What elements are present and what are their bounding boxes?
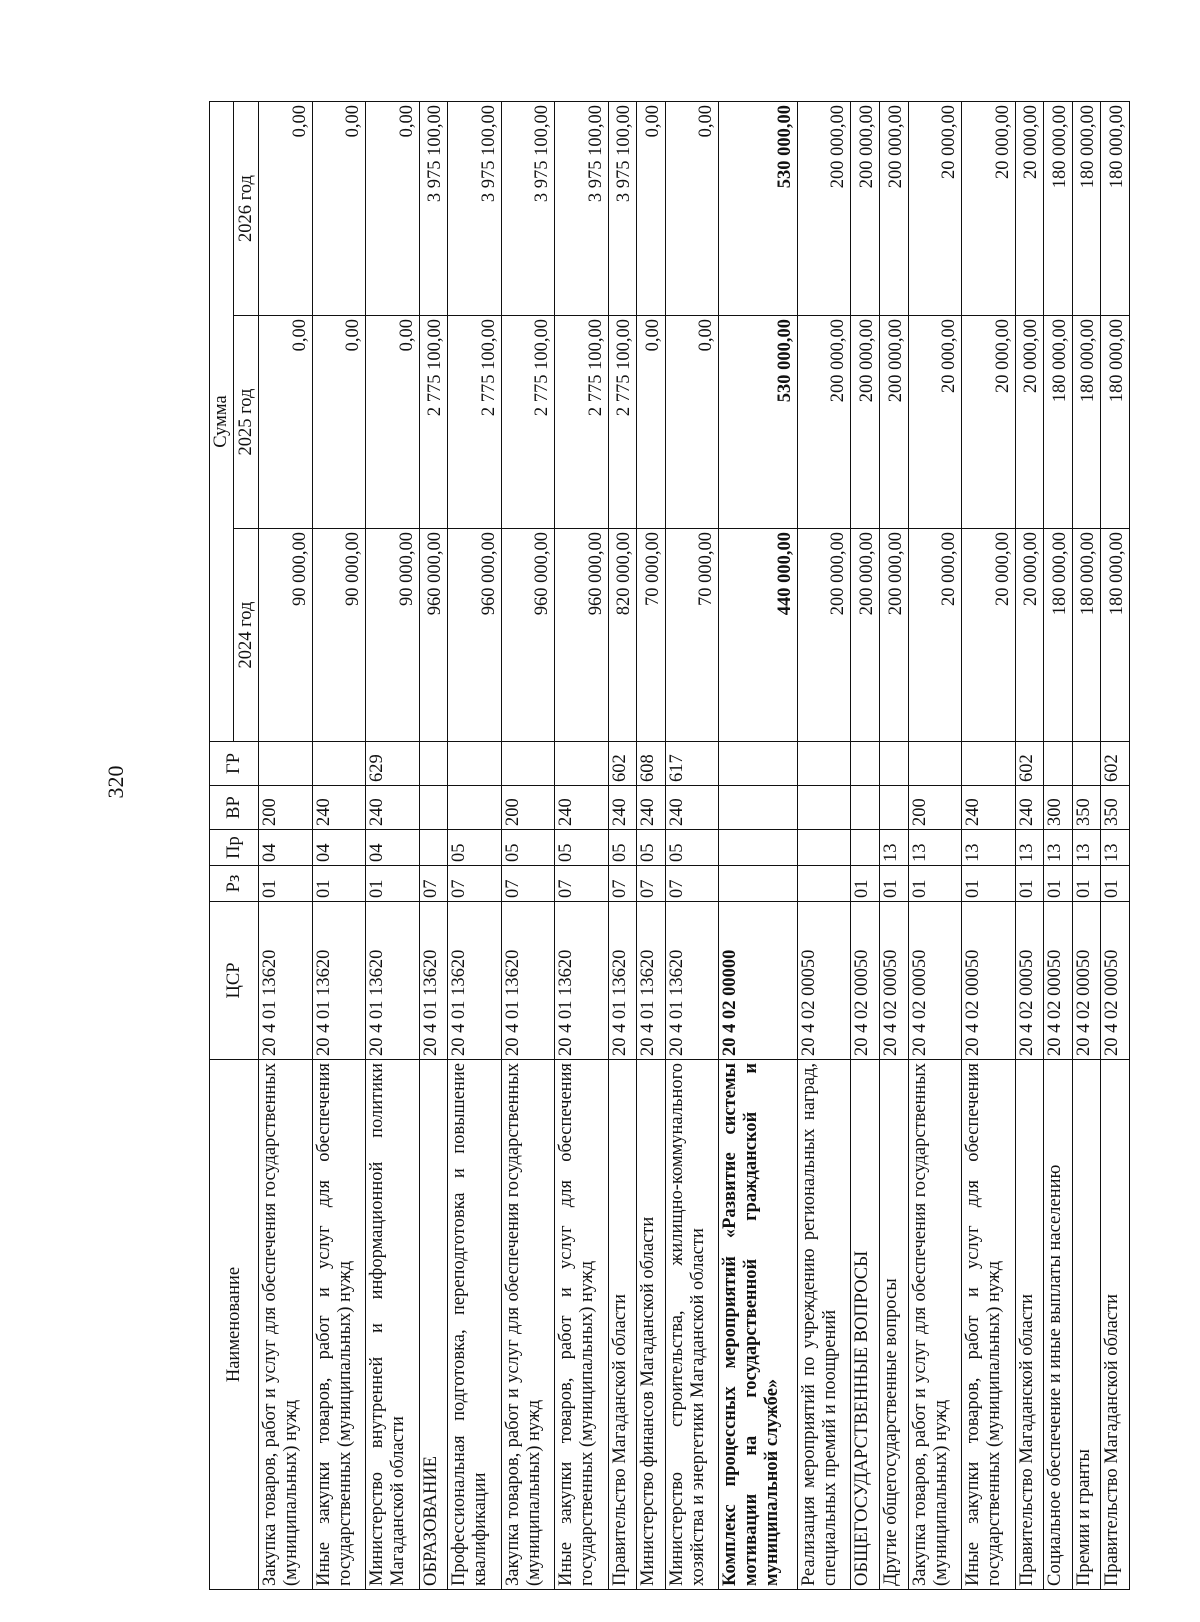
gr-cell [448,742,502,786]
name-cell: Профессиональная подготовка, переподготовка и повышение квалификации [448,1060,502,1590]
name-cell: ОБЩЕГОСУДАРСТВЕННЫЕ ВОПРОСЫ [851,1060,880,1590]
amount-2025-cell: 20 000,00 [962,316,1016,529]
header-name: Наименование [210,1060,259,1590]
amount-2025-cell: 20 000,00 [1015,316,1044,529]
amount-2025-cell: 530 000,00 [719,316,798,529]
name-cell: Правительство Магаданской области [608,1060,637,1590]
rz-cell: 01 [366,866,420,902]
csr-cell: 20 4 01 13620 [665,902,719,1060]
table-row [366,102,420,1590]
amount-2024-cell: 70 000,00 [665,529,719,742]
gr-cell [1072,742,1101,786]
name-cell: Закупка товаров, работ и услуг для обеспечения государственных (муниципальных) нужд [908,1060,962,1590]
pr-cell [719,830,798,866]
name-cell: Реализация мероприятий по учреждению региональных наград, специальных премий и поощрений [797,1060,851,1590]
amount-2025-cell: 0,00 [366,316,420,529]
rz-cell: 07 [419,866,448,902]
header-year-2026: 2026 год [234,102,259,316]
amount-2026-cell: 3 975 100,00 [419,102,448,316]
header-vr: ВР [210,786,259,830]
rz-cell: 07 [555,866,609,902]
amount-2025-cell: 2 775 100,00 [448,316,502,529]
table-row [448,102,502,1590]
pr-cell: 13 [1044,830,1073,866]
csr-cell: 20 4 02 00050 [1044,902,1073,1060]
amount-2025-cell: 0,00 [312,316,366,529]
amount-2026-cell: 200 000,00 [851,102,880,316]
gr-cell: 602 [608,742,637,786]
csr-cell: 20 4 02 00050 [879,902,908,1060]
amount-2025-cell: 180 000,00 [1072,316,1101,529]
amount-2024-cell: 960 000,00 [448,529,502,742]
amount-2024-cell: 200 000,00 [797,529,851,742]
table-row [259,102,313,1590]
gr-cell: 629 [366,742,420,786]
gr-cell [312,742,366,786]
name-cell: Иные закупки товаров, работ и услуг для обеспечения государственных (муниципальных) нужд [962,1060,1016,1590]
csr-cell: 20 4 02 00050 [962,902,1016,1060]
csr-cell: 20 4 01 13620 [637,902,666,1060]
gr-cell [1044,742,1073,786]
amount-2024-cell: 960 000,00 [419,529,448,742]
amount-2024-cell: 200 000,00 [879,529,908,742]
table-row [637,102,666,1590]
amount-2026-cell: 3 975 100,00 [608,102,637,316]
name-cell: Иные закупки товаров, работ и услуг для обеспечения государственных (муниципальных) нужд [555,1060,609,1590]
page-number: 320 [103,765,128,799]
amount-2025-cell: 2 775 100,00 [608,316,637,529]
rz-cell [719,866,798,902]
rz-cell: 01 [962,866,1016,902]
gr-cell [797,742,851,786]
gr-cell [879,742,908,786]
vr-cell: 200 [501,786,555,830]
rz-cell: 01 [1015,866,1044,902]
header-pr: Пр [210,830,259,866]
table-row [501,102,555,1590]
vr-cell: 300 [1044,786,1073,830]
amount-2026-cell: 530 000,00 [719,102,798,316]
name-cell: Другие общегосударственные вопросы [879,1060,908,1590]
amount-2024-cell: 820 000,00 [608,529,637,742]
name-cell: Премии и гранты [1072,1060,1101,1590]
vr-cell [879,786,908,830]
vr-cell: 200 [259,786,313,830]
amount-2024-cell: 20 000,00 [908,529,962,742]
csr-cell: 20 4 01 13620 [312,902,366,1060]
table-row [312,102,366,1590]
gr-cell [259,742,313,786]
csr-cell: 20 4 02 00050 [797,902,851,1060]
name-cell: ОБРАЗОВАНИЕ [419,1060,448,1590]
csr-cell: 20 4 02 00050 [1072,902,1101,1060]
amount-2026-cell: 0,00 [366,102,420,316]
rz-cell: 01 [908,866,962,902]
amount-2026-cell: 0,00 [259,102,313,316]
vr-cell [719,786,798,830]
header-row [210,102,234,1590]
amount-2024-cell: 20 000,00 [1015,529,1044,742]
pr-cell: 05 [555,830,609,866]
vr-cell: 350 [1072,786,1101,830]
csr-cell: 20 4 01 13620 [501,902,555,1060]
pr-cell [797,830,851,866]
rz-cell: 07 [665,866,719,902]
amount-2024-cell: 960 000,00 [555,529,609,742]
csr-cell: 20 4 02 00050 [908,902,962,1060]
amount-2026-cell: 20 000,00 [962,102,1016,316]
rz-cell: 07 [448,866,502,902]
header-csr: ЦСР [210,902,259,1060]
amount-2025-cell: 0,00 [637,316,666,529]
amount-2025-cell: 20 000,00 [908,316,962,529]
table-row [962,102,1016,1590]
amount-2026-cell: 200 000,00 [797,102,851,316]
csr-cell: 20 4 02 00050 [1101,902,1130,1060]
csr-cell: 20 4 01 13620 [608,902,637,1060]
amount-2025-cell: 0,00 [665,316,719,529]
vr-cell: 240 [366,786,420,830]
name-cell: Правительство Магаданской области [1101,1060,1130,1590]
gr-cell [555,742,609,786]
gr-cell: 608 [637,742,666,786]
rz-cell: 01 [1072,866,1101,902]
table-row [665,102,719,1590]
vr-cell: 240 [962,786,1016,830]
vr-cell: 240 [637,786,666,830]
rz-cell: 01 [259,866,313,902]
header-gr: ГР [210,742,259,786]
pr-cell: 13 [1015,830,1044,866]
amount-2024-cell: 440 000,00 [719,529,798,742]
pr-cell: 04 [366,830,420,866]
vr-cell: 240 [608,786,637,830]
csr-cell: 20 4 02 00050 [1015,902,1044,1060]
pr-cell: 04 [312,830,366,866]
name-cell: Комплекс процессных мероприятий «Развитие системы мотивации на государственной гражданской и муниципальной службе» [719,1060,798,1590]
rz-cell: 07 [501,866,555,902]
amount-2024-cell: 180 000,00 [1072,529,1101,742]
table-row [797,102,851,1590]
rz-cell: 01 [1044,866,1073,902]
amount-2024-cell: 180 000,00 [1101,529,1130,742]
name-cell: Правительство Магаданской области [1015,1060,1044,1590]
csr-cell: 20 4 01 13620 [555,902,609,1060]
table-row [1072,102,1101,1590]
vr-cell [419,786,448,830]
vr-cell: 240 [555,786,609,830]
amount-2025-cell: 2 775 100,00 [555,316,609,529]
amount-2024-cell: 70 000,00 [637,529,666,742]
amount-2026-cell: 200 000,00 [879,102,908,316]
rz-cell: 01 [851,866,880,902]
pr-cell: 05 [501,830,555,866]
amount-2025-cell: 2 775 100,00 [501,316,555,529]
vr-cell [851,786,880,830]
header-year-2025: 2025 год [234,316,259,529]
pr-cell: 05 [637,830,666,866]
amount-2026-cell: 20 000,00 [1015,102,1044,316]
gr-cell [851,742,880,786]
pr-cell: 05 [448,830,502,866]
table-row [608,102,637,1590]
name-cell: Министерство строительства, жилищно-коммунального хозяйства и энергетики Магаданской области [665,1060,719,1590]
amount-2024-cell: 180 000,00 [1044,529,1073,742]
csr-cell: 20 4 01 13620 [366,902,420,1060]
pr-cell: 13 [908,830,962,866]
amount-2026-cell: 180 000,00 [1101,102,1130,316]
table-row [719,102,798,1590]
amount-2026-cell: 180 000,00 [1044,102,1073,316]
pr-cell [419,830,448,866]
csr-cell: 20 4 02 00050 [851,902,880,1060]
budget-table-rotated [209,102,1130,1590]
vr-cell [797,786,851,830]
amount-2024-cell: 20 000,00 [962,529,1016,742]
amount-2025-cell: 200 000,00 [879,316,908,529]
table-row [1101,102,1130,1590]
amount-2026-cell: 0,00 [312,102,366,316]
rz-cell: 07 [637,866,666,902]
table-row [1044,102,1073,1590]
table-row [555,102,609,1590]
name-cell: Закупка товаров, работ и услуг для обеспечения государственных (муниципальных) нужд [501,1060,555,1590]
pr-cell: 05 [608,830,637,866]
pr-cell [851,830,880,866]
amount-2024-cell: 960 000,00 [501,529,555,742]
pr-cell: 13 [1101,830,1130,866]
vr-cell: 350 [1101,786,1130,830]
csr-cell: 20 4 01 13620 [259,902,313,1060]
gr-cell: 602 [1015,742,1044,786]
name-cell: Иные закупки товаров, работ и услуг для обеспечения государственных (муниципальных) нужд [312,1060,366,1590]
rz-cell: 07 [608,866,637,902]
vr-cell [448,786,502,830]
name-cell: Министерство финансов Магаданской области [637,1060,666,1590]
table-row [1015,102,1044,1590]
amount-2025-cell: 200 000,00 [851,316,880,529]
rz-cell: 01 [1101,866,1130,902]
gr-cell [962,742,1016,786]
amount-2026-cell: 20 000,00 [908,102,962,316]
gr-cell [719,742,798,786]
csr-cell: 20 4 01 13620 [419,902,448,1060]
amount-2025-cell: 200 000,00 [797,316,851,529]
amount-2025-cell: 0,00 [259,316,313,529]
amount-2026-cell: 0,00 [637,102,666,316]
table-row [419,102,448,1590]
gr-cell: 602 [1101,742,1130,786]
pr-cell: 05 [665,830,719,866]
amount-2026-cell: 0,00 [665,102,719,316]
gr-cell [908,742,962,786]
header-year-2024: 2024 год [234,529,259,742]
amount-2025-cell: 2 775 100,00 [419,316,448,529]
amount-2024-cell: 200 000,00 [851,529,880,742]
name-cell: Министерство внутренней и информационной политики Магаданской области [366,1060,420,1590]
amount-2024-cell: 90 000,00 [312,529,366,742]
table-row [908,102,962,1590]
amount-2024-cell: 90 000,00 [366,529,420,742]
pr-cell: 13 [1072,830,1101,866]
table-body [259,102,1130,1590]
budget-table [209,101,1130,1590]
name-cell: Закупка товаров, работ и услуг для обеспечения государственных (муниципальных) нужд [259,1060,313,1590]
vr-cell: 200 [908,786,962,830]
amount-2025-cell: 180 000,00 [1044,316,1073,529]
amount-2026-cell: 3 975 100,00 [448,102,502,316]
gr-cell [501,742,555,786]
gr-cell: 617 [665,742,719,786]
table-row [851,102,880,1590]
rz-cell [797,866,851,902]
amount-2026-cell: 3 975 100,00 [555,102,609,316]
rz-cell: 01 [879,866,908,902]
amount-2025-cell: 180 000,00 [1101,316,1130,529]
vr-cell: 240 [312,786,366,830]
table-row [879,102,908,1590]
csr-cell: 20 4 01 13620 [448,902,502,1060]
name-cell: Социальное обеспечение и иные выплаты населению [1044,1060,1073,1590]
header-rz: Рз [210,866,259,902]
header-sum: Сумма [210,102,234,742]
amount-2026-cell: 3 975 100,00 [501,102,555,316]
gr-cell [419,742,448,786]
amount-2026-cell: 180 000,00 [1072,102,1101,316]
amount-2024-cell: 90 000,00 [259,529,313,742]
vr-cell: 240 [1015,786,1044,830]
pr-cell: 13 [962,830,1016,866]
pr-cell: 13 [879,830,908,866]
csr-cell: 20 4 02 00000 [719,902,798,1060]
pr-cell: 04 [259,830,313,866]
vr-cell: 240 [665,786,719,830]
rz-cell: 01 [312,866,366,902]
